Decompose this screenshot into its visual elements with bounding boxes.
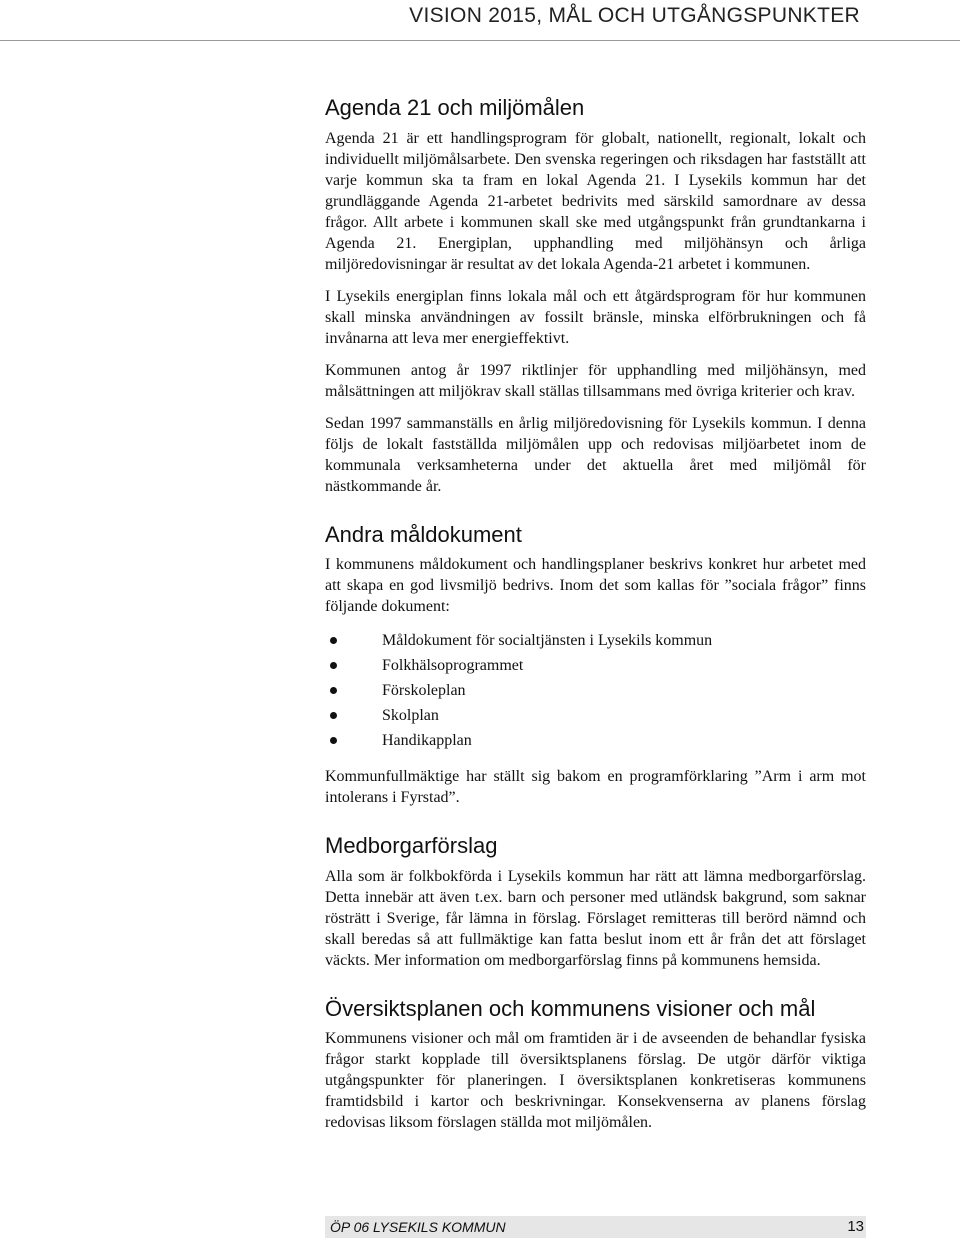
paragraph: Sedan 1997 sammanställs en årlig miljöredovisning för Lysekils kommun. I denna följs de lokalt fastställda miljömålen upp och redovisas miljöarbetet inom de kommunala verksamheterna under det aktuella året med miljömål för nästkommande år. xyxy=(325,414,866,495)
list-item-label: Handikapplan xyxy=(382,732,472,749)
paragraph: Kommunen antog år 1997 riktlinjer för upphandling med miljöhänsyn, med målsättningen att miljökrav skall ställas tillsammans med övriga kriterier och krav. xyxy=(325,361,866,400)
paragraph: Kommunfullmäktige har ställt sig bakom en programförklaring ”Arm i arm mot intolerans i Fyrstad”. xyxy=(325,768,866,806)
paragraph: I kommunens måldokument och handlingsplaner beskrivs konkret hur arbetet med att skapa en god livsmiljö bedrivs. Inom det som kallas för ”sociala frågor” finns följande dokument: xyxy=(325,556,866,615)
page-content xyxy=(325,94,866,1157)
list-item xyxy=(325,728,866,753)
section-heading: Översiktsplanen och kommunens visioner och mål xyxy=(325,995,816,1021)
list-item xyxy=(325,703,866,728)
list-item-label: Skolplan xyxy=(382,707,439,724)
bullet-icon xyxy=(330,712,337,719)
section-oversiktsplanen xyxy=(325,995,866,1134)
section-andra-maldokument xyxy=(325,521,866,809)
section-heading: Medborgarförslag xyxy=(325,833,498,858)
header-rule xyxy=(0,40,960,41)
section-heading: Andra måldokument xyxy=(325,521,522,547)
list-item xyxy=(325,628,866,653)
footer-publication-name: ÖP 06 LYSEKILS KOMMUN xyxy=(330,1219,506,1235)
list-item-label: Förskoleplan xyxy=(382,682,466,699)
bullet-icon xyxy=(330,662,337,669)
paragraph: Agenda 21 är ett handlingsprogram för globalt, nationellt, regionalt, lokalt och individuellt miljömålsarbete. Den svenska regeringen och riksdagen har fastställt att varje kommun ska ta fram en lokal Agenda 21. I Lysekils kommun har det grundläggande Agenda 21-arbetet bedrivits med särskild samordnare av dessa frågor. Allt arbete i kommunen skall ske med utgångspunkt från grundtankarna i Agenda 21. Energiplan, upphandling med miljöhänsyn och årliga miljöredovisningar är resultat av det lokala Agenda-21 arbetet i kommunen. xyxy=(325,129,866,273)
section-agenda21 xyxy=(325,94,866,497)
paragraph: I Lysekils energiplan finns lokala mål och ett åtgärdsprogram för hur kommunen skall minska användningen av fossilt bränsle, minska elförbrukningen och få invånarna att leva mer energieffektivt. xyxy=(325,287,866,347)
section-heading: Agenda 21 och miljömålen xyxy=(325,95,585,120)
list-item-label: Folkhälsoprogrammet xyxy=(382,657,524,674)
section-medborgarforslag xyxy=(325,832,866,971)
paragraph: Alla som är folkbokförda i Lysekils kommun har rätt att lämna medborgarförslag. Detta innebär att även t.ex. barn och personer med utländsk bakgrund, som saknar rösträtt i Sverige, får lämna in förslag. Förslaget remitteras till berörd nämnd och skall beredas så att fullmäktige kan fatta beslut inom ett år från det att förslaget väckts. Mer information om medborgarförslag finns på kommunens hemsida. xyxy=(325,867,866,969)
bullet-icon xyxy=(330,637,337,644)
running-header-title: VISION 2015, MÅL OCH UTGÅNGSPUNKTER xyxy=(409,4,860,27)
list-item xyxy=(325,653,866,678)
bullet-icon xyxy=(330,687,337,694)
paragraph: Kommunens visioner och mål om framtiden är i de avseenden de behandlar fysiska frågor starkt kopplade till översiktsplanens förslag. De utgör därför viktiga utgångspunkter för planeringen. I översiktsplanen konkretiseras kommunens framtidsbild i kartor och beskrivningar. Konsekvenserna av planens förslag redovisas liksom förslagen ställda mot miljömålen. xyxy=(325,1030,866,1131)
list-item xyxy=(325,678,866,703)
document-list xyxy=(325,628,866,753)
bullet-icon xyxy=(330,737,337,744)
page-number: 13 xyxy=(847,1218,864,1235)
list-item-label: Måldokument för socialtjänsten i Lysekils kommun xyxy=(382,632,713,649)
